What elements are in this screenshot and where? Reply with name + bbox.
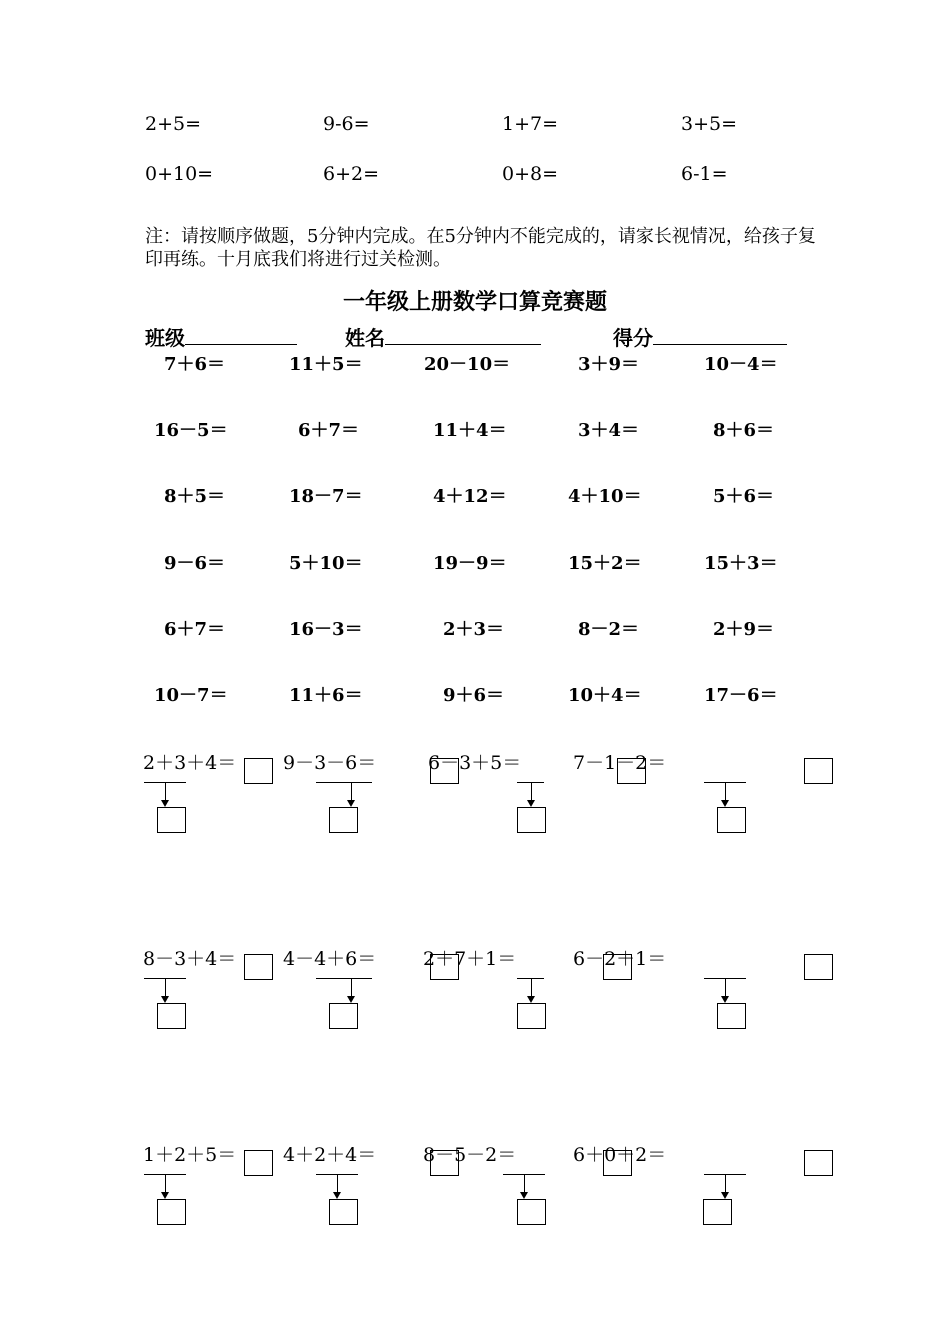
answer-box[interactable] <box>603 1150 632 1176</box>
chain-equation: 9－3－6＝ <box>283 752 377 774</box>
arrow-line <box>524 1174 525 1192</box>
arrow-down-icon <box>527 800 535 807</box>
equation: 16－5＝ <box>154 420 228 441</box>
equation: 6＋7＝ <box>164 619 226 640</box>
equation: 3＋9＝ <box>578 354 640 375</box>
arrow-line <box>531 978 532 996</box>
class-label: 班级 <box>145 326 185 350</box>
answer-box[interactable] <box>804 954 833 980</box>
equation: 5＋10＝ <box>289 553 363 574</box>
arrow-line <box>351 978 352 996</box>
answer-box[interactable] <box>517 1003 546 1029</box>
equation: 8－2＝ <box>578 619 640 640</box>
equation: 9－6＝ <box>164 553 226 574</box>
equation: 11＋5＝ <box>289 354 363 375</box>
arrow-down-icon <box>347 800 355 807</box>
arrow-down-icon <box>520 1192 528 1199</box>
equation: 15＋2＝ <box>568 553 642 574</box>
arrow-down-icon <box>721 996 729 1003</box>
class-blank[interactable] <box>185 324 297 345</box>
top-equation: 6+2= <box>323 163 380 185</box>
answer-box[interactable] <box>430 954 459 980</box>
arrow-line <box>351 782 352 800</box>
top-equation: 6-1= <box>681 163 728 185</box>
answer-box[interactable] <box>157 1003 186 1029</box>
equation: 8＋6＝ <box>713 420 775 441</box>
answer-box[interactable] <box>703 1199 732 1225</box>
equation: 2＋9＝ <box>713 619 775 640</box>
answer-box[interactable] <box>430 1150 459 1176</box>
instruction-note: 注：请按顺序做题，5分钟内完成。在5分钟内不能完成的，请家长视情况，给孩子复印再练。十月底我们将进行过关检测。 <box>145 226 816 270</box>
arrow-down-icon <box>161 996 169 1003</box>
page-title: 一年级上册数学口算竞赛题 <box>342 289 607 315</box>
arrow-line <box>165 782 166 800</box>
equation: 19－9＝ <box>433 553 507 574</box>
arrow-down-icon <box>721 1192 729 1199</box>
top-equation: 0+10= <box>145 163 214 185</box>
chain-equation: 7－1－2＝ <box>573 752 667 774</box>
chain-equation: 2＋3＋4＝ <box>143 752 237 774</box>
equation: 9＋6＝ <box>443 685 505 706</box>
equation: 4＋10＝ <box>568 486 642 507</box>
equation: 2＋3＝ <box>443 619 505 640</box>
chain-equation: 1＋2＋5＝ <box>143 1144 237 1166</box>
underline <box>316 978 372 979</box>
top-equation: 9-6= <box>323 113 370 135</box>
top-equation: 2+5= <box>145 113 202 135</box>
equation: 3＋4＝ <box>578 420 640 441</box>
answer-box[interactable] <box>517 1199 546 1225</box>
arrow-down-icon <box>721 800 729 807</box>
equation: 5＋6＝ <box>713 486 775 507</box>
chain-equation: 6＋0＋2＝ <box>573 1144 667 1166</box>
arrow-down-icon <box>161 800 169 807</box>
answer-box[interactable] <box>617 758 646 784</box>
equation: 8＋5＝ <box>164 486 226 507</box>
top-equation: 1+7= <box>502 113 559 135</box>
answer-box[interactable] <box>603 954 632 980</box>
arrow-down-icon <box>161 1192 169 1199</box>
answer-box[interactable] <box>244 954 273 980</box>
equation: 11＋4＝ <box>433 420 507 441</box>
answer-box[interactable] <box>329 807 358 833</box>
equation: 20－10＝ <box>424 354 511 375</box>
arrow-line <box>165 978 166 996</box>
score-blank[interactable] <box>653 324 787 345</box>
answer-box[interactable] <box>157 807 186 833</box>
answer-box[interactable] <box>717 807 746 833</box>
answer-box[interactable] <box>517 807 546 833</box>
chain-equation: 8－5－2＝ <box>423 1144 517 1166</box>
equation: 16－3＝ <box>289 619 363 640</box>
chain-equation: 6－3＋5＝ <box>428 752 522 774</box>
equation: 18－7＝ <box>289 486 363 507</box>
answer-box[interactable] <box>430 758 459 784</box>
name-blank[interactable] <box>385 324 541 345</box>
arrow-line <box>337 1174 338 1192</box>
answer-box[interactable] <box>244 1150 273 1176</box>
equation: 7＋6＝ <box>164 354 226 375</box>
name-field <box>345 322 541 351</box>
equation: 4＋12＝ <box>433 486 507 507</box>
chain-equation: 2＋7＋1＝ <box>423 948 517 970</box>
equation: 15＋3＝ <box>704 553 778 574</box>
arrow-down-icon <box>527 996 535 1003</box>
answer-box[interactable] <box>329 1199 358 1225</box>
equation: 17－6＝ <box>704 685 778 706</box>
arrow-down-icon <box>333 1192 341 1199</box>
score-label: 得分 <box>613 326 653 350</box>
answer-box[interactable] <box>804 1150 833 1176</box>
answer-box[interactable] <box>329 1003 358 1029</box>
arrow-line <box>725 978 726 996</box>
answer-box[interactable] <box>157 1199 186 1225</box>
arrow-line <box>725 1174 726 1192</box>
arrow-line <box>165 1174 166 1192</box>
chain-equation: 4－4＋6＝ <box>283 948 377 970</box>
chain-equation: 4＋2＋4＝ <box>283 1144 377 1166</box>
arrow-down-icon <box>347 996 355 1003</box>
name-label: 姓名 <box>345 326 385 350</box>
arrow-line <box>725 782 726 800</box>
answer-box[interactable] <box>717 1003 746 1029</box>
top-equation: 3+5= <box>681 113 738 135</box>
equation: 6＋7＝ <box>298 420 360 441</box>
equation: 11＋6＝ <box>289 685 363 706</box>
score-field <box>613 322 787 351</box>
underline <box>316 782 372 783</box>
arrow-line <box>531 782 532 800</box>
class-field <box>145 322 297 351</box>
chain-equation: 8－3＋4＝ <box>143 948 237 970</box>
equation: 10＋4＝ <box>568 685 642 706</box>
equation: 10－7＝ <box>154 685 228 706</box>
top-equation: 0+8= <box>502 163 559 185</box>
equation: 10－4＝ <box>704 354 778 375</box>
answer-box[interactable] <box>804 758 833 784</box>
answer-box[interactable] <box>244 758 273 784</box>
chain-equation: 6－2＋1＝ <box>573 948 667 970</box>
